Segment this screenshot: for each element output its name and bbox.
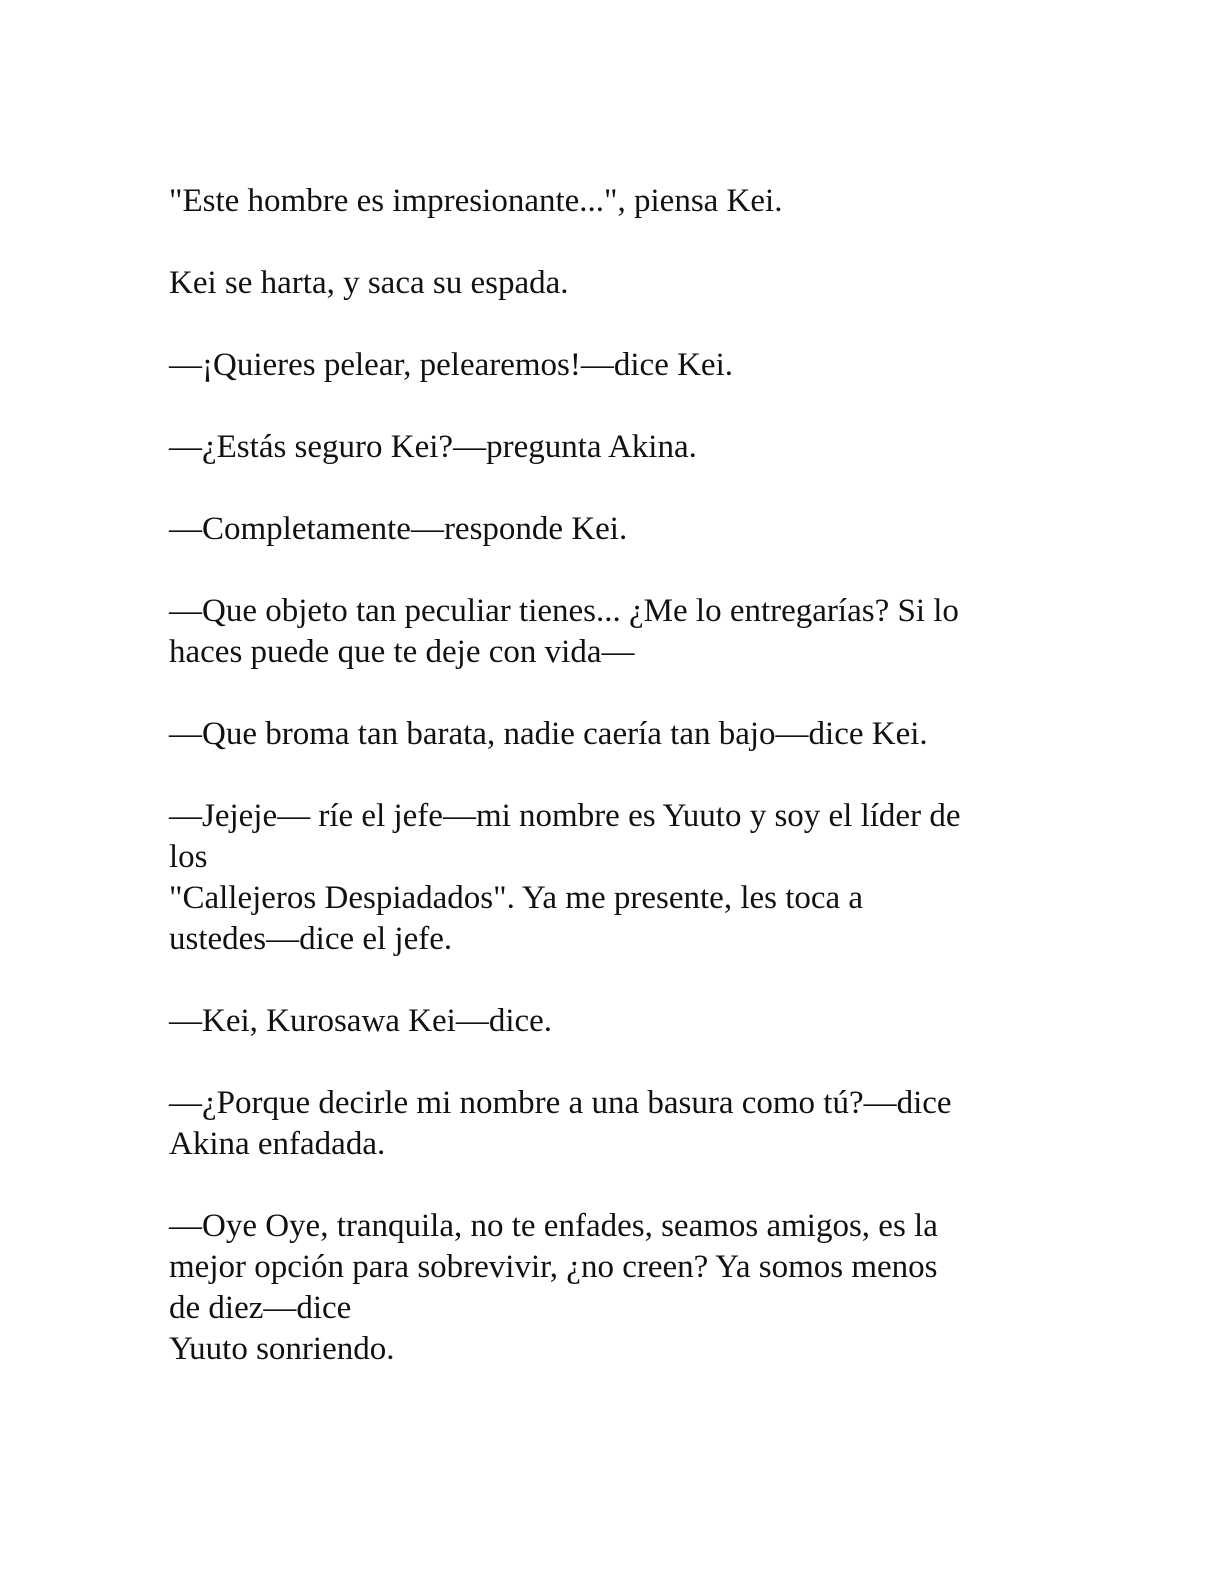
paragraph-1 xyxy=(169,181,1049,222)
paragraph-3 xyxy=(169,345,1049,386)
paragraph-line: —¿Estás seguro Kei?—pregunta Akina. xyxy=(169,429,697,465)
body-text xyxy=(169,181,1049,1411)
paragraph-9 xyxy=(169,1001,1049,1042)
paragraph-4 xyxy=(169,427,1049,468)
paragraph-2 xyxy=(169,263,1049,304)
paragraph-6 xyxy=(169,591,1049,673)
paragraph-line: —¡Quieres pelear, pelearemos!—dice Kei. xyxy=(169,347,733,383)
paragraph-line: de diez—dice xyxy=(169,1290,352,1326)
paragraph-line: "Callejeros Despiadados". Ya me presente, les toca a xyxy=(169,880,864,916)
paragraph-10 xyxy=(169,1083,1049,1165)
paragraph-line: —Que objeto tan peculiar tienes... ¿Me lo entregarías? Si lo xyxy=(169,593,959,629)
paragraph-line: —Jejeje— ríe el jefe—mi nombre es Yuuto y soy el líder de xyxy=(169,798,961,834)
paragraph-line: mejor opción para sobrevivir, ¿no creen? Ya somos menos xyxy=(169,1249,938,1285)
paragraph-line: —Kei, Kurosawa Kei—dice. xyxy=(169,1003,553,1039)
paragraph-line: ustedes—dice el jefe. xyxy=(169,921,453,957)
paragraph-line: —¿Porque decirle mi nombre a una basura como tú?—dice xyxy=(169,1085,952,1121)
paragraph-line: —Oye Oye, tranquila, no te enfades, seamos amigos, es la xyxy=(169,1208,938,1244)
paragraph-line: "Este hombre es impresionante...", piensa Kei. xyxy=(169,183,783,219)
paragraph-line: los xyxy=(169,839,208,875)
paragraph-5 xyxy=(169,509,1049,550)
paragraph-8 xyxy=(169,796,1049,960)
paragraph-line: —Que broma tan barata, nadie caería tan bajo—dice Kei. xyxy=(169,716,928,752)
paragraph-line: Yuuto sonriendo. xyxy=(169,1331,395,1367)
paragraph-line: —Completamente—responde Kei. xyxy=(169,511,628,547)
paragraph-line: haces puede que te deje con vida— xyxy=(169,634,635,670)
paragraph-line: Kei se harta, y saca su espada. xyxy=(169,265,569,301)
paragraph-line: Akina enfadada. xyxy=(169,1126,386,1162)
paragraph-7 xyxy=(169,714,1049,755)
paragraph-11 xyxy=(169,1206,1049,1370)
